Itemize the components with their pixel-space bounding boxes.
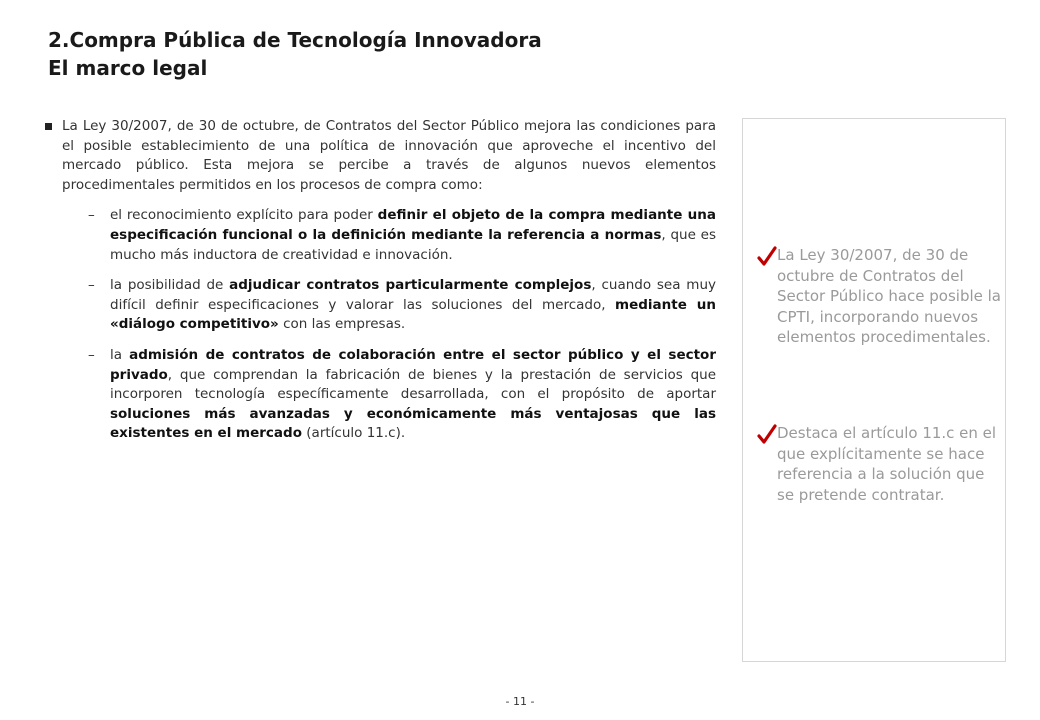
summary-point-text: La Ley 30/2007, de 30 de octubre de Contratos del Sector Público hace posible la CPTI, incorporando nuevos elementos procedimentales. [777, 246, 1001, 347]
dash-bullet: – [88, 207, 95, 224]
list-item-text [110, 276, 716, 335]
title-line-2: El marco legal [48, 56, 208, 80]
list-item-text-part: , que es mucho más inductora de creatividad e innovación. [110, 226, 716, 263]
square-bullet-icon [45, 123, 52, 130]
title-line-1: 2.Compra Pública de Tecnología Innovadora [48, 28, 542, 52]
list-item-emphasis: mediante un «diálogo competitivo» [110, 296, 717, 333]
summary-point [757, 245, 1003, 348]
list-item-text-part: , cuando sea muy difícil definir especificaciones y valorar las soluciones del mercado, [110, 277, 716, 313]
page-number: - 11 - [505, 695, 535, 708]
intro-text: La Ley 30/2007, de 30 de octubre, de Contratos del Sector Público mejora las condiciones para el posible establecimiento de una política de innovación que aproveche el incentivo del mercado público. Esta mejora se percibe a través de algunos nuevos elementos procedimentales permitidos en los procesos de compra como: [62, 118, 716, 193]
checkmark-icon [757, 246, 777, 268]
list-item-text-part: la posibilidad de [110, 277, 230, 294]
list-item [44, 346, 716, 444]
list-item-emphasis: admisión de contratos de colaboración entre el sector público y el sector privado [110, 346, 716, 383]
summary-panel [742, 118, 1006, 662]
list-item-emphasis: soluciones más avanzadas y económicamente más ventajosas que las existentes en el mercado [110, 405, 716, 442]
main-content [44, 117, 716, 444]
list-item-text [110, 346, 716, 444]
summary-point-text: Destaca el artículo 11.c en el que explícitamente se hace referencia a la solución que se pretende contratar. [777, 424, 997, 504]
summary-point [757, 423, 1003, 505]
list-item-text-part: el reconocimiento explícito para poder [110, 207, 378, 224]
list-item-emphasis: adjudicar contratos particularmente complejos [229, 277, 592, 294]
list-item [44, 206, 716, 265]
list-item-emphasis: definir el objeto de la compra mediante una especificación funcional o la definición mediante la referencia a normas [110, 207, 716, 243]
dash-bullet: – [88, 346, 95, 363]
slide-title [48, 26, 542, 82]
list-item-text-part: (artículo 11.c). [301, 425, 406, 442]
checkmark-icon [757, 424, 777, 446]
dash-bullet: – [88, 277, 95, 294]
list-item-text-part: , que comprendan la fabricación de bienes y la prestación de servicios que incorporen tecnología específicamente desarrollada, con el propósito de aportar [110, 366, 716, 403]
intro-paragraph [44, 117, 716, 195]
list-item-text-part: con las empresas. [278, 316, 406, 333]
list-item [44, 276, 716, 335]
list-item-text [110, 206, 716, 265]
list-item-text-part: la [110, 346, 130, 363]
